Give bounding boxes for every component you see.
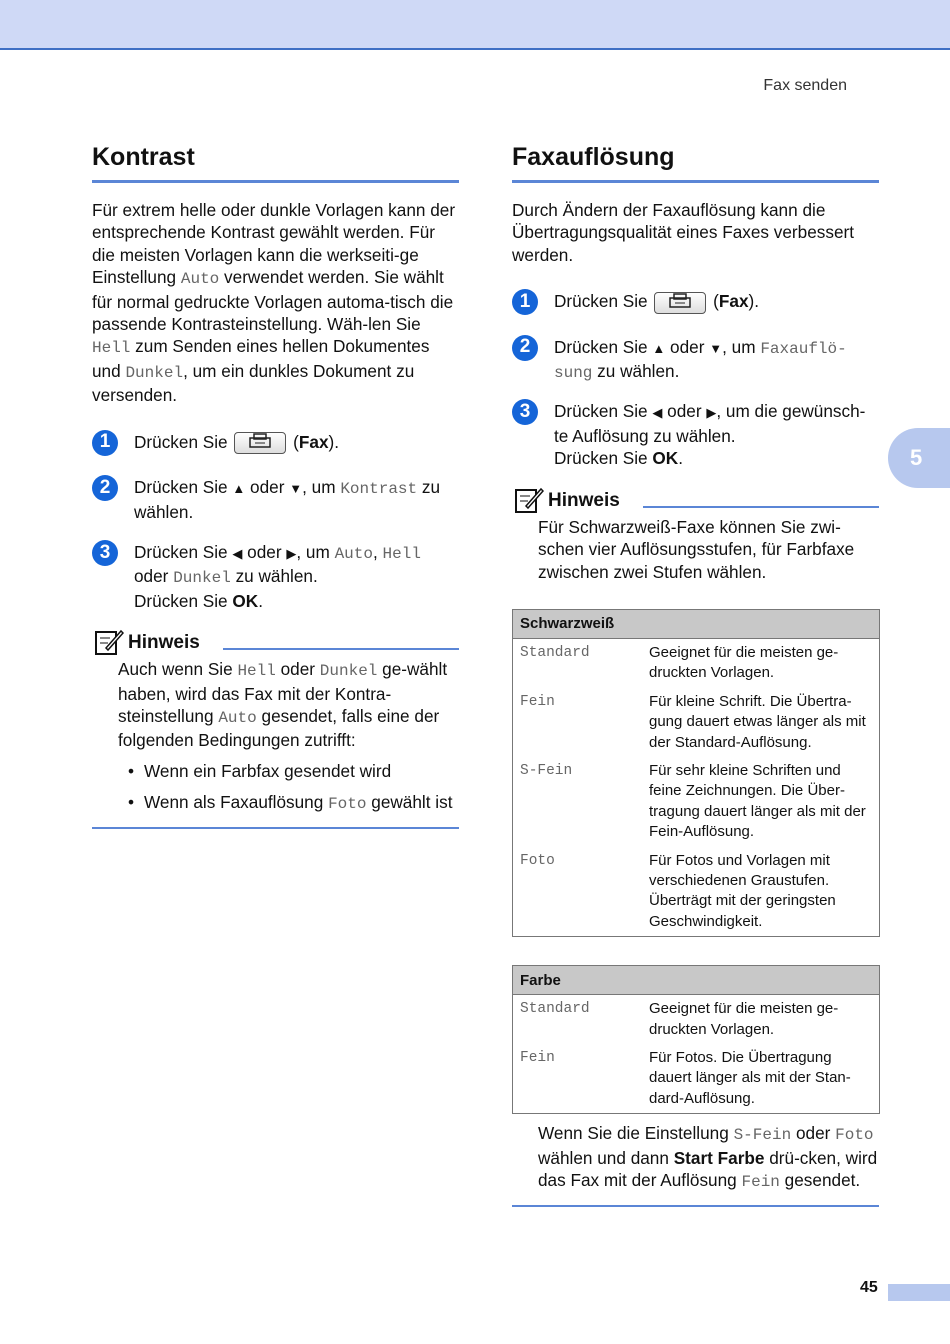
table-row: Fein Für Fotos. Die Übertragung dauert länger als mit der Stan-dard-Auflösung.	[520, 1049, 851, 1107]
note-pencil-icon	[94, 628, 124, 656]
running-head: Fax senden	[763, 77, 847, 94]
table-row: Standard Geeignet für die meisten ge-druckten Vorlagen.	[520, 1000, 839, 1038]
intro-paragraph: Durch Ändern der Faxauflösung kann die Übertragungsqualität eines Faxes verbessert werden.	[512, 200, 855, 265]
step-number: 2	[92, 475, 118, 501]
table-row: Standard Geeignet für die meisten ge-druckten Vorlagen.	[520, 643, 839, 682]
table-row: S-Fein Für sehr kleine Schriften und feine Zeichnungen. Die Über-tragung dauert länger als mit der Fein-Auflösung.	[520, 761, 866, 841]
bw-resolution-table: Schwarzweiß Standard Geeignet für die meisten ge-druckten Vorlagen. Fein Für kleine Schrift. Die Übertra-gung dauert etwas länger als mit der Standard-Auflösung. S-Fein Für sehr kleine Schriften und feine Zeichnungen. Die Über-tragung dauert länger als mit der Fein-Auflösung. Foto Für Fotos und Vorlagen mit verschiedenen Graustufen. Überträgt mit der geringsten Geschwindigkeit.	[512, 609, 880, 937]
step-number: 1	[92, 430, 118, 456]
hinweis-heading: Hinweis	[512, 486, 879, 516]
hinweis-body: Für Schwarzweiß-Faxe können Sie zwi-schen vier Auflösungsstufen, für Farbfaxe zwischen zwei Stufen wählen.	[538, 516, 855, 582]
color-note: Wenn Sie die Einstellung S-Fein oder Foto wählen und dann Start Farbe drü-cken, wird das Fax mit der Auflösung Fein gesendet.	[538, 1123, 878, 1192]
left-arrow-icon: ◀	[652, 405, 663, 421]
hinweis-heading: Hinweis	[92, 628, 459, 658]
right-arrow-icon: ▶	[286, 545, 297, 561]
fax-key-icon	[654, 292, 706, 314]
step-2: 2 Drücken Sie ▲ oder ▼, um Kontrast zu wählen.	[92, 476, 459, 523]
right-arrow-icon: ▶	[706, 405, 717, 421]
chapter-tab: 5	[888, 428, 950, 488]
table-row: Fein Für kleine Schrift. Die Übertra-gung dauert etwas länger als mit der Standard-Auflösung.	[520, 692, 866, 751]
left-arrow-icon: ◀	[232, 545, 243, 561]
fax-key-icon	[234, 432, 286, 454]
step-2: 2 Drücken Sie ▲ oder ▼, um Faxauflö-sung zu wählen.	[512, 336, 879, 385]
step-1: 1 Drücken Sie (Fax).	[92, 431, 459, 454]
table-row: Foto Für Fotos und Vorlagen mit verschiedenen Graustufen. Überträgt mit der geringsten Geschwindigkeit.	[520, 851, 836, 930]
page-bar	[888, 1284, 950, 1301]
list-item: • Wenn als Faxauflösung Foto gewählt ist	[118, 791, 459, 815]
up-arrow-icon: ▲	[232, 481, 246, 497]
section-title: Kontrast	[92, 140, 459, 183]
step-3: 3 Drücken Sie ◀ oder ▶, um Auto, Hell oder Dunkel zu wählen. Drücken Sie OK.	[92, 541, 459, 612]
page-number: 45	[860, 1279, 878, 1296]
step-3: 3 Drücken Sie ◀ oder ▶, um die gewünsch-te Auflösung zu wählen. Drücken Sie OK.	[512, 400, 879, 469]
top-banner	[0, 0, 950, 50]
down-arrow-icon: ▼	[289, 481, 303, 497]
down-arrow-icon: ▼	[709, 340, 723, 356]
list-item: • Wenn ein Farbfax gesendet wird	[118, 760, 459, 782]
up-arrow-icon: ▲	[652, 340, 666, 356]
note-pencil-icon	[514, 486, 544, 514]
faxaufloesung-section	[512, 140, 879, 1207]
section-title: Faxauflösung	[512, 140, 879, 183]
hinweis-body: Auch wenn Sie Hell oder Dunkel ge-wählt haben, wird das Fax mit der Kontra-steinstellung Auto gesendet, falls eine der folgenden Bedingungen zutrifft: • Wenn ein Farbfax gesendet wird • Wenn als Faxauflösung Foto gewählt ist	[92, 658, 459, 815]
color-resolution-table: Farbe Standard Geeignet für die meisten ge-druckten Vorlagen. Fein Für Fotos. Die Übertragung dauert länger als mit der Stan-dard-Auflösung.	[512, 965, 880, 1114]
step-number: 3	[92, 540, 118, 566]
kontrast-section	[92, 140, 459, 829]
intro-paragraph: Für extrem helle oder dunkle Vorlagen kann der entsprechende Kontrast gewählt werden. Für die meisten Vorlagen kann die werkseiti-ge Einstellung Auto verwendet werden. Sie wählt für normal gedruckte Vorlagen automa-tisch die passende Kontrasteinstellung. Wäh-len Sie Hell zum Senden eines hellen Dokumentes und Dunkel, um ein dunkles Dokument zu versenden.	[92, 200, 456, 406]
step-1: 1 Drücken Sie (Fax).	[512, 290, 879, 313]
